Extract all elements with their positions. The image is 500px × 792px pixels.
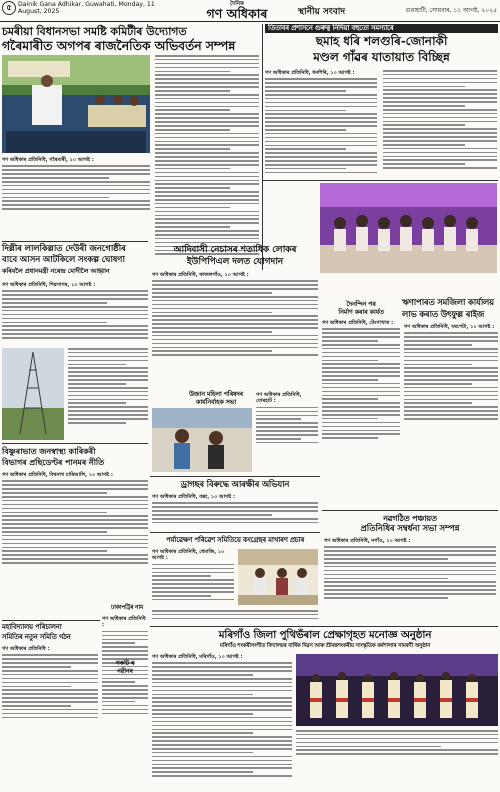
story8-dateline: গণ অধিকাৰ প্ৰতিনিধি, বক্সা, ১০ আগষ্ট : <box>152 494 235 500</box>
story4-headline-1: আদিবাসী নেচাসৰ শতাধিক লোকৰ <box>173 244 297 255</box>
story7-headline-1: উজান মহিলা পৰিষদৰ <box>189 390 243 398</box>
story5-body <box>404 324 498 422</box>
story10-dateline: গণ অধিকাৰ প্ৰতিনিধি, ধেমাজি, ১০ আগষ্ট : <box>152 549 225 562</box>
photo-stage-group-graphic <box>320 183 497 273</box>
photo-tower <box>2 348 64 440</box>
story12-dateline: গণ অধিকাৰ প্ৰতিনিধি : <box>2 646 50 652</box>
divider-horizontal-left <box>2 241 148 242</box>
story12-body <box>2 646 98 721</box>
story-construction <box>322 300 400 316</box>
story9-body <box>2 472 148 566</box>
divider-horizontal-env <box>150 532 320 533</box>
story-phe-policy <box>2 446 148 468</box>
story8-body <box>152 494 318 526</box>
story13-dateline: গণ অধিকাৰ প্ৰতিনিধি : <box>102 616 146 629</box>
newspaper-logo <box>183 1 291 21</box>
story6-body <box>322 320 400 441</box>
story2-body-left <box>265 70 377 176</box>
story-environment <box>150 535 320 545</box>
story11-dateline: গণ অধিকাৰ প্ৰতিনিধি, নগাঁও, ১০ আগষ্ট : <box>324 538 411 544</box>
story9-headline-2: বিভাগৰ প্ৰছিডেণ্টৰ পানমৰ নীতি <box>2 457 105 467</box>
photo-office-visit <box>152 408 252 472</box>
story3-dateline: গণ অধিকাৰ প্ৰতিনিধি, শিৱসাগৰ, ১০ আগষ্ট : <box>2 282 96 288</box>
story-road-cut <box>265 24 498 65</box>
story11-headline-2: প্ৰতিনিধিৰ সম্বৰ্ধনা সভা সম্পন্ন <box>360 524 460 534</box>
logo-name: গণ অধিকাৰ <box>206 6 268 21</box>
story1-body-right <box>155 55 259 257</box>
story15-subhead: মৰিগাঁও শংকৰীসংগীত বিদ্যালয়ৰ বাৰ্ষিক দিৱস আৰু শ্ৰীমন্তশংকৰীয় সাংস্কৃতিক কৰ্মশালাৰ সামৰণী অনুষ্ঠান <box>219 643 431 649</box>
story11-body <box>324 538 496 601</box>
section-label: স্থানীয় সংবাদ <box>298 7 346 17</box>
story15-dateline: গণ অধিকাৰ প্ৰতিনিধি, মৰিগাঁও, ১০ আগষ্ট : <box>152 654 243 660</box>
story10-body-left <box>152 549 234 603</box>
story13-headline: ঢাকাপট্টিৰ নাম <box>111 605 143 611</box>
story-lalkilla <box>2 244 148 276</box>
story14-headline-1: সৰুটি ৰ <box>115 660 135 667</box>
story15-headline: মৰিগাঁও জিলা পুথিভঁৰাল প্ৰেক্ষাগৃহত মনোজ্ঞ অনুষ্ঠান <box>218 629 432 641</box>
divider-horizontal-drugs <box>150 476 320 477</box>
story4-headline-2: ইউপিপিএল দলত যোগদান <box>186 256 284 267</box>
story-adivasi-joining <box>150 244 320 268</box>
story-college-committee <box>2 622 100 642</box>
story7-dateline: গণ অধিকাৰ প্ৰতিনিধি, যোৰহাট : <box>256 392 302 405</box>
story10-body-bottom <box>152 610 318 622</box>
photo-environment-meeting <box>238 549 318 605</box>
story9-dateline: গণ অধিকাৰ প্ৰতিনিধি, বিশ্বনাথ চাৰিআলি, ১০ আগষ্ট : <box>2 472 113 478</box>
story-drugs-drive <box>150 479 320 490</box>
story8-headline: ড্ৰাগছৰ বিৰুদ্ধে আৰক্ষীৰ অভিযান <box>180 479 290 489</box>
date-assamese: গুৱাহাটী, সোমবাৰ, ১১ আগষ্ট, ২০২৫ <box>405 7 497 14</box>
story3-headline-1: দিল্লীৰ লালকিল্লাত দেউৰী জনগোষ্ঠীৰ <box>2 244 126 254</box>
story3-headline-2: বাবে আসন আটকিলে সংকল্প ঘোষণা <box>2 255 125 265</box>
story2-headline-3: মণ্ডল গাঁৱৰ যাতায়াত বিচ্ছিন্ন <box>313 50 450 64</box>
divider-horizontal-panchayat <box>322 510 498 511</box>
story-dhakapatti <box>102 604 152 612</box>
story12-headline-2: সমিতিৰ নতুন সমিতি গঠন <box>2 633 71 641</box>
story-sorut <box>100 660 150 676</box>
story1-body-left <box>2 157 150 212</box>
story1-headline-2: গৰৈমাৰীত অগপৰ ৰাজনৈতিক অভিবৰ্তন সম্পন্ন <box>2 38 236 53</box>
story2-body-right <box>383 70 497 171</box>
story5-headline-1: ঋণাপাৰত সমজিলা কাৰ্যালয় <box>402 297 494 307</box>
divider-vertical-1 <box>262 24 263 270</box>
story2-headline-2: ছমাহ ধৰি শলগুৰি-জোনাকী <box>315 34 448 48</box>
photo-office-visit-graphic <box>152 408 252 472</box>
story-women-council <box>176 390 256 406</box>
masthead <box>0 0 500 22</box>
story3-headline-3: কৰিবলৈ প্ৰধানমন্ত্ৰী নৰেন্দ্ৰ মোদীলৈ আহ্বান <box>2 267 110 275</box>
story5-dateline: গণ অধিকাৰ প্ৰতিনিধি, বৰপেটা, ১০ আগষ্ট : <box>404 324 495 330</box>
story7-body <box>256 392 318 446</box>
story9-headline-1: বিষ্ণুৰাভাত জনস্বাস্থ্য কাৰিকৰী <box>2 446 96 456</box>
story6-headline-1: দৈনন্দিন পৰ <box>346 300 376 308</box>
story6-headline-2: নিৰ্মাণ কৰাৰ কাৰ্যত <box>338 308 384 316</box>
story1-headline-1: চমৰীয়া বিধানসভা সমষ্টি কমিটীৰ উদ্যোগত <box>2 24 187 38</box>
logo-prefix: দৈনিক <box>230 1 244 7</box>
story14-headline-2: নৱীনৰ <box>117 668 133 675</box>
story1-dateline: গণ অধিকাৰ প্ৰতিনিধি, গৰৈমাৰী, ১০ আগষ্ট : <box>2 157 94 163</box>
story6-dateline: গণ অধিকাৰ প্ৰতিনিধি, টেংগাখাত : <box>322 320 394 326</box>
story-morigaon <box>152 628 498 650</box>
story4-dateline: গণ অধিকাৰ প্ৰতিনিধি, কাজলগাঁও, ১০ আগষ্ট : <box>152 272 249 278</box>
story-office-joy <box>402 296 498 320</box>
story11-headline-1: নৱগঠিত পঞ্চায়ত <box>383 513 437 523</box>
story-panchayat <box>322 513 498 535</box>
photo-agp-meeting-graphic <box>2 55 150 153</box>
divider-horizontal-mid <box>263 180 498 181</box>
paper-dateline-english: Dainik Gana Adhikar, Guwahati, Monday, 11 August, 2025 <box>18 1 155 16</box>
divider-horizontal-phe <box>2 443 148 444</box>
story12-headline-1: মহাবিদ্যালয় পৰিচালনা <box>2 623 62 631</box>
photo-environment-meeting-graphic <box>238 549 318 605</box>
story15-body-bottom <box>296 730 498 757</box>
story5-headline-2: লাভ কৰাত উৎফুল্ল ৰাইজ <box>402 309 485 319</box>
photo-cultural-dance <box>296 654 498 726</box>
page-number: ৫ <box>2 1 16 15</box>
divider-horizontal-bottom <box>150 626 498 627</box>
story7-headline-2: কাৰ্যনিৰ্বাহক সভা <box>195 398 237 406</box>
story4-body <box>152 272 318 358</box>
story10-headline: পৰ্যাৱেক্ষণ পৰিৱেশ সমিতিয়ে কংগ্ৰেছৰ মাখাৰণ প্ৰচাৰ <box>165 536 305 544</box>
photo-tower-graphic <box>2 348 64 440</box>
story3-body-2 <box>68 348 148 426</box>
photo-agp-meeting <box>2 55 150 153</box>
story2-headline-1: তিতাবৰ প্ৰশাসনে গুৰুত্ব নিদিয়া বহুতো সমস্যাৰে <box>265 24 498 33</box>
photo-stage-group <box>320 183 497 273</box>
photo-cultural-dance-graphic <box>296 654 498 726</box>
story2-dateline: গণ অধিকাৰ প্ৰতিনিধি, ধনশিৰি, ১০ আগষ্ট : <box>265 70 355 76</box>
story15-body <box>152 654 292 779</box>
story3-body <box>2 282 148 341</box>
divider-horizontal-college <box>2 620 100 621</box>
